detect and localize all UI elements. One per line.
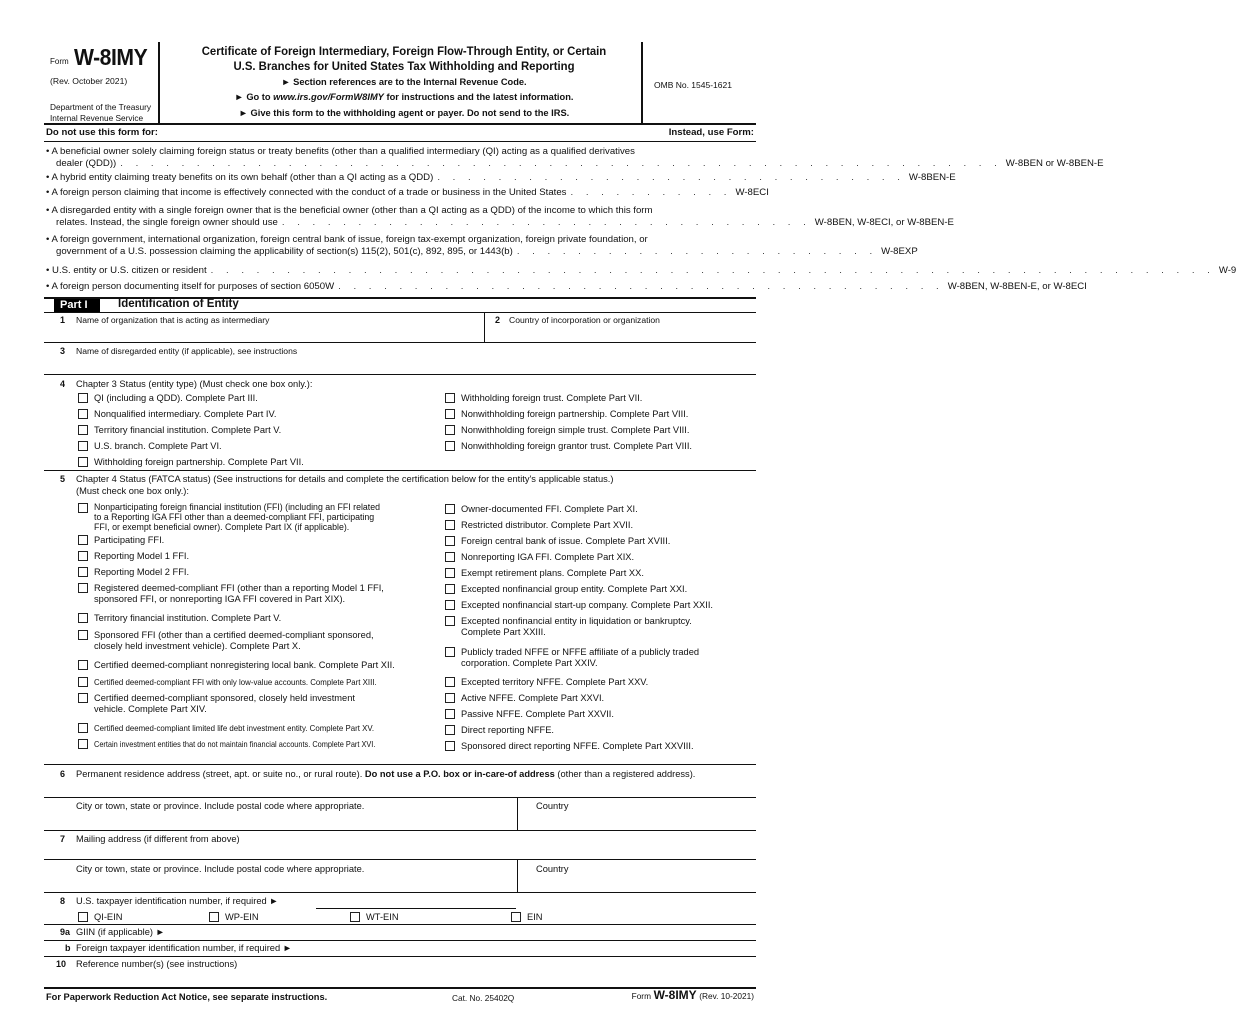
option-label: WT-EIN (366, 912, 399, 922)
line-1-label: Name of organization that is acting as intermediary (76, 315, 270, 325)
checkbox-participating-ffi[interactable] (78, 535, 88, 545)
line-7-label: Mailing address (if different from above) (76, 834, 240, 844)
country-label: Country (536, 864, 569, 874)
checkbox-withholding-foreign-trust[interactable] (445, 393, 455, 403)
note-prefix: ► Go to (234, 92, 274, 102)
footer-revision: (Rev. 10-2021) (699, 991, 754, 1001)
option-label: Foreign central bank of issue. Complete Part XVIII. (461, 536, 671, 546)
omb-number: OMB No. 1545-1621 (654, 80, 732, 90)
checkbox-nonqualified-intermediary[interactable] (78, 409, 88, 419)
line-10-label: Reference number(s) (see instructions) (76, 959, 238, 969)
option-label: Nonwithholding foreign grantor trust. Complete Part VIII. (461, 441, 692, 451)
exclusion-text: government of a U.S. possession claiming the applicability of section(s) 115(2), 501(c), 892, 895, or 1443(b) (56, 246, 513, 257)
reference-number-input[interactable] (260, 958, 754, 971)
checkbox-qi-ein[interactable] (78, 912, 88, 922)
exclusion-text: • A foreign person claiming that income is effectively connected with the conduct of a trade or business in the United States (46, 187, 567, 198)
checkbox-closely-held-vehicle[interactable] (78, 693, 88, 703)
country-input[interactable] (522, 813, 754, 829)
option-label: Participating FFI. (94, 535, 165, 545)
checkbox-passive-nffe[interactable] (445, 709, 455, 719)
form-title (162, 44, 646, 121)
option-label: Nonqualified intermediary. Complete Part IV. (94, 409, 277, 419)
form-number: W-8IMY (74, 44, 148, 70)
exclusion-6: • U.S. entity or U.S. citizen or resident . . . . . . . . . . . . . . . . . . . . . . . . . . . . . . . . . . . . . . . . . . . . . . . . . . . . . . . . . . . . . . . . . . W-9 (46, 265, 1236, 276)
revision-date: (Rev. October 2021) (50, 76, 128, 86)
exclusion-4: relates. Instead, the single foreign owner should use . . . . . . . . . . . . . . . . . . . . . . . . . . . . . . . . . . . W-8BEN, W-8ECI, or W-8BEN-E (56, 217, 954, 228)
exclusion-2: • A hybrid entity claiming treaty benefits on its own behalf (other than a QI acting as a QDD) . . . . . . . . . . . . . . . . . . . . . . . . . . . . . . . W-8BEN-E (46, 172, 956, 183)
disregarded-entity-input[interactable] (76, 357, 754, 373)
checkbox-nonreporting-iga-ffi[interactable] (445, 552, 455, 562)
checkbox-reporting-model-2[interactable] (78, 567, 88, 577)
option-label: Reporting Model 2 FFI. (94, 567, 190, 577)
country-of-incorporation-input[interactable] (490, 326, 754, 341)
option-label: Sponsored direct reporting NFFE. Complete Part XXVIII. (461, 741, 694, 751)
paperwork-notice: For Paperwork Reduction Act Notice, see separate instructions. (46, 992, 328, 1002)
line-5-number: 5 (60, 474, 66, 484)
option-label-cont: to a Reporting IGA FFI other than a deemed-compliant FFI, participating (94, 512, 375, 522)
city-label: City or town, state or province. Include postal code where appropriate. (76, 864, 365, 874)
option-label: Certain investment entities that do not maintain financial accounts. Complete Part XVI. (94, 740, 376, 749)
option-label: Sponsored FFI (other than a certified deemed-compliant sponsored, (94, 630, 374, 640)
checkbox-restricted-distributor[interactable] (445, 520, 455, 530)
exclusion-text: dealer (QDD)) (56, 158, 117, 169)
checkbox-nonwithholding-foreign-partnership[interactable] (445, 409, 455, 419)
option-label: Exempt retirement plans. Complete Part XX. (461, 568, 644, 578)
line-6-text-end: (other than a registered address). (554, 769, 696, 779)
exclusion-5-line-1: • A foreign government, international organization, foreign central bank of issue, foreign tax-exempt organization, foreign private foundation, or (46, 234, 648, 245)
checkbox-active-nffe[interactable] (445, 693, 455, 703)
checkbox-publicly-traded-nffe[interactable] (445, 647, 455, 657)
giin-input[interactable] (180, 926, 754, 939)
option-label: Excepted nonfinancial start-up company. Complete Part XXII. (461, 600, 714, 610)
footer-form-number: W-8IMY (653, 988, 697, 1002)
option-label: WP-EIN (225, 912, 259, 922)
catalog-number: Cat. No. 25402Q (452, 993, 515, 1003)
exclusion-text: • A foreign person documenting itself for purposes of section 6050W (46, 281, 335, 292)
checkbox-qi[interactable] (78, 393, 88, 403)
option-label: Passive NFFE. Complete Part XXVII. (461, 709, 614, 719)
form-word: Form (50, 57, 69, 66)
option-label: Excepted nonfinancial group entity. Complete Part XXI. (461, 584, 688, 594)
option-label: Publicly traded NFFE or NFFE affiliate of a publicly traded (461, 647, 700, 657)
line-2-label: Country of incorporation or organization (509, 315, 660, 325)
give-form-note: ► Give this form to the withholding agent or payer. Do not send to the IRS. (238, 108, 570, 118)
checkbox-nonparticipating-ffi[interactable] (78, 503, 88, 513)
exclusion-3: • A foreign person claiming that income is effectively connected with the conduct of a trade or business in the United States . . . . . . . . . . . W-8ECI (46, 187, 769, 198)
option-label: Registered deemed-compliant FFI (other than a reporting Model 1 FFI, (94, 583, 384, 593)
line-8-label: U.S. taxpayer identification number, if required ► (76, 896, 279, 906)
checkbox-low-value-accounts[interactable] (78, 677, 88, 687)
checkbox-foreign-central-bank[interactable] (445, 536, 455, 546)
line-3-number: 3 (60, 346, 66, 356)
checkbox-reporting-model-1[interactable] (78, 551, 88, 561)
mailing-address-input[interactable] (76, 846, 754, 858)
option-label: QI (including a QDD). Complete Part III. (94, 393, 258, 403)
option-label-cont: corporation. Complete Part XXIV. (461, 658, 598, 668)
footer-form-word: Form (631, 991, 651, 1001)
exclusion-4-line-1: • A disregarded entity with a single foreign owner that is the beneficial owner (other than a QI acting as a QDD) of the income to which this form (46, 205, 653, 216)
line-8-number: 8 (60, 896, 66, 906)
exclusion-text: • U.S. entity or U.S. citizen or resident (46, 265, 207, 276)
city-label: City or town, state or province. Include postal code where appropriate. (76, 801, 365, 811)
option-label: Direct reporting NFFE. (461, 725, 554, 735)
irs-link-note (162, 89, 646, 105)
option-label: Certified deemed-compliant nonregistering local bank. Complete Part XII. (94, 660, 395, 670)
option-label: Withholding foreign trust. Complete Part VII. (461, 393, 643, 403)
city-input[interactable] (76, 813, 514, 829)
option-label: Certified deemed-compliant limited life debt investment entity. Complete Part XV. (94, 724, 375, 733)
option-label: EIN (527, 912, 543, 922)
checkbox-territory-fi[interactable] (78, 425, 88, 435)
option-label: Withholding foreign partnership. Complete Part VII. (94, 457, 304, 467)
irs-link[interactable]: www.irs.gov/FormW8IMY (273, 92, 384, 102)
option-label-cont: vehicle. Complete Part XIV. (94, 704, 207, 714)
option-label: Nonwithholding foreign simple trust. Complete Part VIII. (461, 425, 690, 435)
line-4-number: 4 (60, 379, 66, 389)
checkbox-owner-documented-ffi[interactable] (445, 504, 455, 514)
option-label: Certified deemed-compliant FFI with only low-value accounts. Complete Part XIII. (94, 678, 377, 687)
line-6-label (76, 769, 695, 780)
option-label: Owner-documented FFI. Complete Part XI. (461, 504, 638, 514)
organization-name-input[interactable] (76, 326, 480, 341)
option-label: U.S. branch. Complete Part VI. (94, 441, 222, 451)
option-label-cont: Complete Part XXIII. (461, 627, 546, 637)
line-9a-number: 9a (60, 927, 71, 937)
exclusion-1: dealer (QDD)) . . . . . . . . . . . . . . . . . . . . . . . . . . . . . . . . . . . . . . . . . . . . . . . . . . . . . . . . . . W-8BEN or W-8BEN-E (56, 158, 1104, 169)
checkbox-startup-company[interactable] (445, 600, 455, 610)
checkbox-nonwithholding-simple-trust[interactable] (445, 425, 455, 435)
exclusion-7: • A foreign person documenting itself for purposes of section 6050W . . . . . . . . . . . . . . . . . . . . . . . . . . . . . . . . . . . . . . . . W-8BEN, W-8BEN-E, or W-8ECI (46, 281, 1087, 292)
checkbox-nonregistering-local-bank[interactable] (78, 660, 88, 670)
line-5-label-2: (Must check one box only.): (76, 486, 189, 496)
option-label: Nonwithholding foreign partnership. Complete Part VIII. (461, 409, 689, 419)
line-10-number: 10 (56, 959, 67, 969)
checkbox-wp-ein[interactable] (209, 912, 219, 922)
option-label: Restricted distributor. Complete Part XVII. (461, 520, 634, 530)
instead-heading: Instead, use Form: (668, 127, 754, 138)
checkbox-nonfinancial-group-entity[interactable] (445, 584, 455, 594)
mailing-country-input[interactable] (522, 876, 754, 891)
line-6-text: Permanent residence address (street, apt. or suite no., or rural route). (76, 769, 365, 779)
footer-form-id (632, 988, 754, 1002)
exclusion-form: W-9 (1218, 265, 1236, 276)
line-9b-number: b (65, 943, 71, 953)
exclusion-form: W-8EXP (881, 246, 918, 257)
checkbox-registered-deemed-compliant[interactable] (78, 583, 88, 593)
part-1-label: Part I (54, 299, 100, 312)
checkbox-excepted-territory-nffe[interactable] (445, 677, 455, 687)
department: Department of the Treasury (50, 102, 151, 112)
do-not-use-heading: Do not use this form for: (46, 127, 158, 138)
option-label: Excepted territory NFFE. Complete Part XXV. (461, 677, 649, 687)
line-9a-label: GIIN (if applicable) ► (76, 927, 165, 937)
part-1-title: Identification of Entity (118, 298, 239, 310)
option-label: Nonparticipating foreign financial institution (FFI) (including an FFI related (94, 502, 381, 512)
line-4-label: Chapter 3 Status (entity type) (Must check one box only.): (76, 379, 313, 389)
line-2-number: 2 (495, 315, 501, 325)
us-tin-input[interactable] (316, 895, 516, 908)
checkbox-nonwithholding-grantor-trust[interactable] (445, 441, 455, 451)
option-label-cont: sponsored FFI, or nonreporting IGA FFI covered in Part XIX). (94, 594, 346, 604)
exclusion-form: W-8ECI (735, 187, 769, 198)
exclusion-form: W-8BEN or W-8BEN-E (1005, 158, 1104, 169)
option-label: Reporting Model 1 FFI. (94, 551, 190, 561)
option-label-cont: closely held investment vehicle). Complete Part X. (94, 641, 301, 651)
exclusion-1-line-1: • A beneficial owner solely claiming foreign status or treaty benefits (other than a qualified intermediary (QI) acting as a qualified derivatives (46, 146, 635, 157)
option-label: QI-EIN (94, 912, 123, 922)
option-label: Active NFFE. Complete Part XXVI. (461, 693, 605, 703)
exclusion-form: W-8BEN, W-8ECI, or W-8BEN-E (814, 217, 954, 228)
checkbox-limited-life-debt[interactable] (78, 723, 88, 733)
checkbox-sponsored-ffi[interactable] (78, 630, 88, 640)
foreign-tin-input[interactable] (330, 942, 754, 955)
checkbox-ein[interactable] (511, 912, 521, 922)
checkbox-sponsored-direct-reporting[interactable] (445, 741, 455, 751)
mailing-city-input[interactable] (76, 876, 514, 891)
exclusion-form: W-8BEN-E (908, 172, 956, 183)
exclusion-5: government of a U.S. possession claiming the applicability of section(s) 115(2), 501(c), 892, 895, or 1443(b) . . . . . . . . . . . . . . . . . . . . . . . . W-8EXP (56, 246, 918, 257)
option-label: Territory financial institution. Complete Part V. (94, 425, 282, 435)
option-label: Nonreporting IGA FFI. Complete Part XIX. (461, 552, 635, 562)
exclusion-form: W-8BEN, W-8BEN-E, or W-8ECI (947, 281, 1087, 292)
option-label: Excepted nonfinancial entity in liquidation or bankruptcy. (461, 616, 692, 626)
line-1-number: 1 (60, 315, 66, 325)
form-header (44, 40, 756, 128)
checkbox-no-financial-accounts[interactable] (78, 739, 88, 749)
line-6-number: 6 (60, 769, 66, 779)
option-label: Territory financial institution. Complete Part V. (94, 613, 282, 623)
checkbox-liquidation-bankruptcy[interactable] (445, 616, 455, 626)
option-label-cont: FFI, or exempt beneficial owner). Complete Part IX (if applicable). (94, 522, 350, 532)
line-5-label: Chapter 4 Status (FATCA status) (See instructions for details and complete the certification below for the entity's applicable status.) (76, 474, 614, 484)
checkbox-direct-reporting-nffe[interactable] (445, 725, 455, 735)
line-7-number: 7 (60, 834, 66, 844)
exclusion-text: relates. Instead, the single foreign owner should use (56, 217, 278, 228)
line-9b-label: Foreign taxpayer identification number, if required ► (76, 943, 292, 953)
line-3-label: Name of disregarded entity (if applicable), see instructions (76, 346, 298, 356)
checkbox-exempt-retirement-plans[interactable] (445, 568, 455, 578)
title-line-2: U.S. Branches for United States Tax Withholding and Reporting (233, 59, 575, 73)
checkbox-wt-ein[interactable] (350, 912, 360, 922)
exclusion-text: • A hybrid entity claiming treaty benefits on its own behalf (other than a QI acting as a QDD) (46, 172, 434, 183)
section-note: ► Section references are to the Internal Revenue Code. (281, 77, 527, 87)
permanent-address-input[interactable] (76, 781, 754, 796)
checkbox-us-branch[interactable] (78, 441, 88, 451)
note-suffix: for instructions and the latest information. (383, 92, 574, 102)
line-6-bold: Do not use a P.O. box or in-care-of address (364, 769, 555, 779)
title-line-1: Certificate of Foreign Intermediary, Foreign Flow-Through Entity, or Certain (201, 44, 607, 58)
checkbox-withholding-foreign-partnership[interactable] (78, 457, 88, 467)
country-label: Country (536, 801, 569, 811)
checkbox-territory-fi-ch4[interactable] (78, 613, 88, 623)
option-label: Certified deemed-compliant sponsored, closely held investment (94, 693, 355, 703)
service: Internal Revenue Service (50, 113, 144, 123)
